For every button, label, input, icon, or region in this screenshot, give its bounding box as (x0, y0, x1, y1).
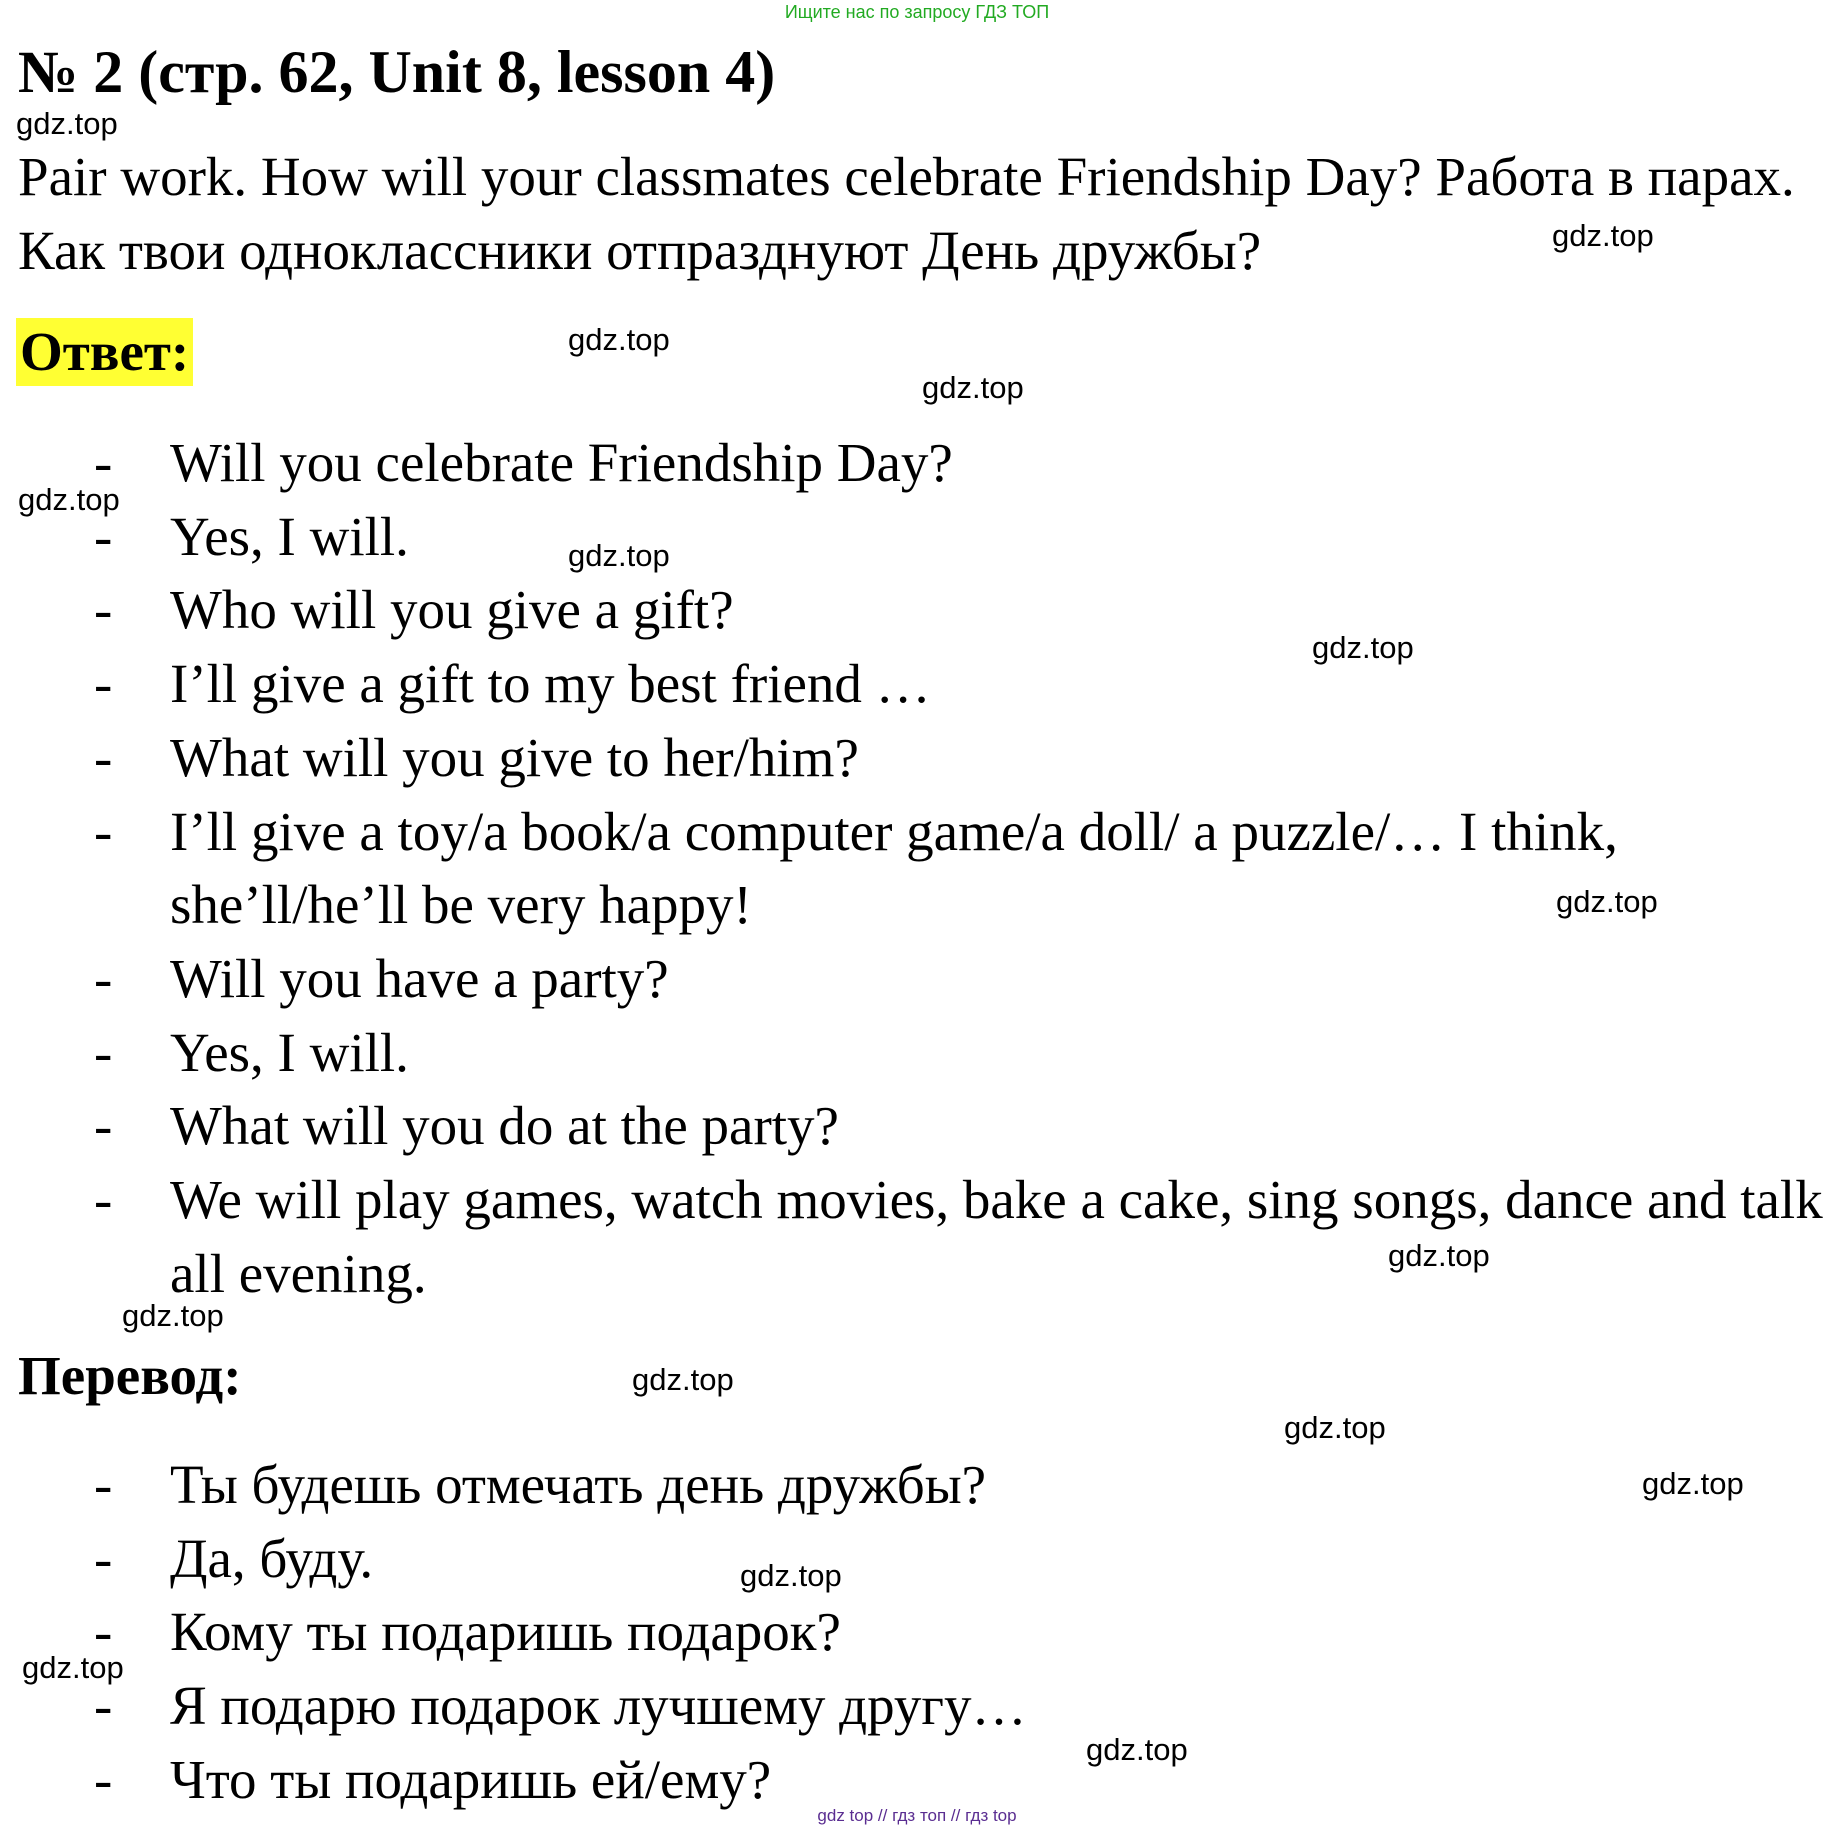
answer-line: - Yes, I will. (94, 1021, 409, 1083)
watermark: gdz.top (922, 370, 1024, 405)
answer-dialogue (0, 426, 1834, 1310)
answer-line: - What will you do at the party? (94, 1095, 839, 1157)
watermark: gdz.top (568, 538, 670, 573)
answer-line: - I’ll give a toy/a book/a computer game/a doll/ a puzzle/… I think, she’ll/he’ll be very happy! (94, 800, 1618, 936)
watermark: gdz.top (1642, 1466, 1744, 1501)
answer-line: - What will you give to her/him? (94, 726, 859, 788)
watermark: gdz.top (1556, 884, 1658, 919)
watermark: gdz.top (122, 1298, 224, 1333)
answer-line: - Who will you give a gift? (94, 579, 734, 641)
watermark: gdz.top (1312, 630, 1414, 665)
task-text: Pair work. How will your classmates celebrate Friendship Day? Работа в парах. Как твои одноклассники отпразднуют День дружбы? (18, 146, 1795, 281)
watermark: gdz.top (568, 322, 670, 357)
translation-line: - Что ты подаришь ей/ему? (94, 1748, 772, 1810)
translation-heading: Перевод: (18, 1345, 242, 1406)
watermark: gdz.top (22, 1650, 124, 1685)
answer-line: - Will you have a party? (94, 947, 669, 1009)
watermark: gdz.top (18, 482, 120, 517)
answer-line: - Will you celebrate Friendship Day? (94, 432, 953, 493)
translation-dialogue (0, 1448, 1834, 1817)
answer-line: - We will play games, watch movies, bake a cake, sing songs, dance and talk all evening. (94, 1169, 1823, 1304)
translation-line: - Кому ты подаришь подарок? (94, 1601, 841, 1663)
watermark: gdz.top (1552, 218, 1654, 253)
translation-line: - Я подарю подарок лучшему другу… (94, 1675, 1027, 1737)
translation-line: - Ты будешь отмечать день дружбы? (94, 1454, 987, 1515)
translation-line: - Да, буду. (94, 1527, 374, 1589)
watermark: gdz.top (16, 106, 118, 141)
exercise-title: № 2 (стр. 62, Unit 8, lesson 4) (18, 39, 776, 105)
watermark: gdz.top (1086, 1732, 1188, 1767)
watermark: gdz.top (632, 1362, 734, 1397)
answer-line: - I’ll give a gift to my best friend … (94, 653, 931, 715)
answer-heading: Ответ: (16, 318, 193, 386)
watermark: gdz.top (1284, 1410, 1386, 1445)
answer-line: - Yes, I will. (94, 505, 409, 567)
search-hint: Ищите нас по запросу ГДЗ ТОП (784, 2, 1050, 22)
watermark: gdz.top (740, 1558, 842, 1593)
watermark: gdz.top (1388, 1238, 1490, 1273)
footer-watermark: gdz top // гдз топ // гдз top (817, 1806, 1017, 1825)
